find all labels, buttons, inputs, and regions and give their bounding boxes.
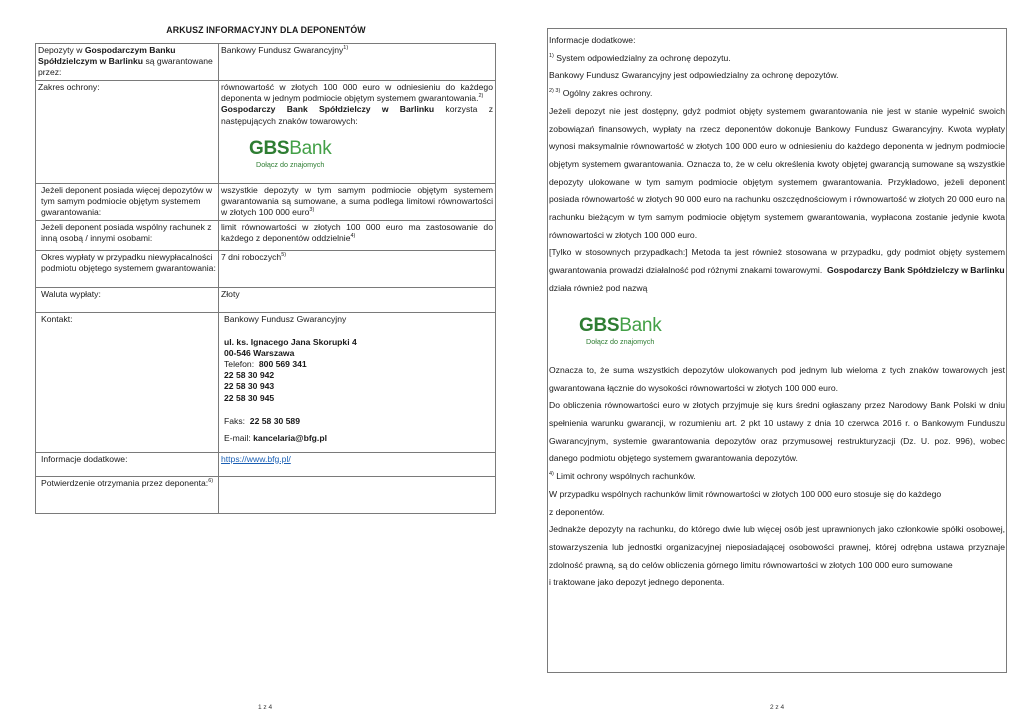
- additional-info-label: Informacje dodatkowe:: [36, 452, 219, 476]
- additional-info-heading: Informacje dodatkowe:: [549, 35, 636, 45]
- confirmation-label: Potwierdzenie otrzymania przez deponenta:$^{6)}$: [36, 476, 219, 513]
- page-number-1: 1 z 4: [258, 704, 273, 711]
- multiple-deposits-label: Jeżeli deponent posiada więcej depozytów w tym samym podmiocie objętym systemem gwarantowania:: [36, 184, 219, 221]
- row-currency: [36, 287, 496, 312]
- note-2-title: $^{2) 3)}$ Ogólny zakres ochrony.: [549, 88, 653, 99]
- rate-text: Do obliczenia równowartości euro w złotych przyjmuje się kurs średni ogłaszany przez Narodowy Bank Polski w dniu spełnienia warunku gwarancji, w rozumieniu art. 2 pkt 10 ustawy z dnia 10 czerwca 2016 r. o Bankowym Funduszu Gwarancyjnym, systemie gwarantowania depozytów oraz przymusowej restrukturyzacji (Dz. U. poz. 996), wobec danego podmiotu objętego systemem gwarantowania depozytów.: [549, 400, 1005, 464]
- note-2-text: Jeżeli depozyt nie jest dostępny, gdyż podmiot objęty systemem gwarantowania nie jest w stanie wypełnić swoich zobowiązań finansowych, wypłaty na rzecz deponentów dokonuje Bankowy Fundusz Gwarancyjny. Kwota wypłaty wynosi maksymalnie równowartość w złotych 100 000 euro w odniesieniu do każdego deponenta w jednym podmiocie objętym systemem gwarantowania. Oznacza to, że w celu określenia kwoty objętej gwarancją sumowane są wszystkie depozyty ulokowane w tym samym podmiocie objętym systemem gwarantowania. Przykładowo, jeżeli deponent posiada równowartość w złotych 90 000 euro na rachunku oszczędnościowym i równowartość w złotych 20 000 euro na rachunku bieżącym w tym samym podmiocie objętym systemem gwarantowania, wypłacona zostanie jedynie kwota równowartości w złotych 100 000 euro.: [549, 105, 1005, 240]
- note-1-title: $^{1)}$ System odpowiedzialny za ochronę depozytu.: [549, 52, 731, 63]
- gbs-bank-logo: GBSBank Dołącz do znajomych: [241, 137, 339, 171]
- deposit-info-table: [35, 43, 496, 514]
- contact-fax: Faks: 22 58 30 589: [224, 415, 300, 426]
- contact-org: Bankowy Fundusz Gwarancyjny: [224, 313, 347, 324]
- note-4-text-3: Jednakże depozyty na rachunku, do którego dwie lub więcej osób jest uprawnionych jako członkowie spółki osobowej, stowarzyszenia lub jednostki organizacyjnej nieposiadającej osobowości prawnej, której odrębna ustawa przyznaje zdolność prawną, są do celów obliczenia górnego limitu równowartości w złotych 100 000 euro sumowane: [549, 524, 1005, 570]
- contact-city: 00-546 Warszawa: [224, 347, 295, 358]
- contact-street: ul. ks. Ignacego Jana Skorupki 4: [224, 336, 357, 347]
- document-title: ARKUSZ INFORMACYJNY DLA DEPONENTÓW: [166, 25, 366, 35]
- page-2: [512, 0, 1024, 724]
- contact-phone-4: 22 58 30 945: [224, 392, 275, 403]
- scope-value: równowartość w złotych 100 000 euro w odniesieniu do każdego deponenta w jednym podmiocie objętym systemem gwarantowania.$^{2)}$ Gospodarczy Bank Spółdzielczy w Barlinku korzysta z następujących znaków towarowych: GBSBank Dołącz do znajomych: [219, 81, 496, 184]
- contact-email: E-mail: kancelaria@bfg.pl: [224, 432, 327, 443]
- contact-phone-2: 22 58 30 942: [224, 370, 275, 381]
- note-1-text: Bankowy Fundusz Gwarancyjny jest odpowiedzialny za ochronę depozytów.: [549, 70, 839, 81]
- multiple-deposits-value: wszystkie depozyty w tym samym podmiocie objętym systemem gwarantowania są sumowane, a suma podlega limitowi równowartości w złotych 100 000 euro$^{3)}$: [219, 184, 496, 221]
- deposits-value: Bankowy Fundusz Gwarancyjny$^{1)}$: [219, 44, 496, 81]
- currency-label: Waluta wypłaty:: [36, 287, 219, 312]
- sum-text: Oznacza to, że suma wszystkich depozytów ulokowanych pod jednym lub wieloma z tych znaków towarowych jest gwarantowana łącznie do wysokości równowartości w złotych 100 000 euro.: [549, 364, 1005, 393]
- contact-value: [219, 312, 496, 452]
- joint-account-label: Jeżeli deponent posiada wspólny rachunek z inną osobą / innymi osobami:: [36, 220, 219, 250]
- row-joint-account: [36, 220, 496, 250]
- contact-phone: Telefon: 800 569 341: [224, 359, 307, 370]
- row-additional-info: [36, 452, 496, 476]
- trademark-text: [Tylko w stosownych przypadkach:] Metoda ta jest również stosowana w przypadku, gdy podmiot objęty systemem gwarantowania prowadzi działalność pod różnymi znakami towarowymi. Gospodarczy Bank Spółdzielczy w Barlinku: [549, 247, 1005, 276]
- page-number-2: 2 z 4: [770, 704, 785, 711]
- additional-info-box: [547, 28, 1007, 673]
- deposits-label: Depozyty w Gospodarczym Banku Spółdzielczym w Barlinku są gwarantowane przez:: [36, 44, 219, 81]
- row-payout-period: [36, 250, 496, 287]
- row-confirmation: [36, 476, 496, 513]
- contact-label: Kontakt:: [36, 312, 219, 452]
- payout-period-value: 7 dni roboczych$^{5)}$: [219, 250, 496, 287]
- scope-label: Zakres ochrony:: [36, 81, 219, 184]
- row-multiple-deposits: [36, 184, 496, 221]
- payout-period-label: Okres wypłaty w przypadku niewypłacalności podmiotu objętego systemem gwarantowania:: [36, 250, 219, 287]
- gbs-bank-logo-2: GBSBank Dołącz do znajomych: [571, 314, 669, 348]
- joint-account-value: limit równowartości w złotych 100 000 euro ma zastosowanie do każdego z deponentów oddzielnie$^{4)}$: [219, 220, 496, 250]
- additional-info-value: [219, 452, 496, 476]
- confirmation-value[interactable]: [219, 476, 496, 513]
- bfg-website-link[interactable]: https://www.bfg.pl/: [221, 453, 291, 464]
- row-deposits: [36, 44, 496, 81]
- currency-value: Złoty: [219, 287, 496, 312]
- note-4-title: $^{4)}$ Limit ochrony wspólnych rachunków.: [549, 471, 696, 482]
- row-contact: [36, 312, 496, 452]
- trademark-tail: działa również pod nazwą: [549, 282, 648, 293]
- contact-phone-3: 22 58 30 943: [224, 381, 275, 392]
- note-4-text-2: z deponentów.: [549, 506, 605, 517]
- note-4-text-1: W przypadku wspólnych rachunków limit równowartości w złotych 100 000 euro stosuje się do każdego: [549, 488, 942, 499]
- note-4-text-4: i traktowane jako depozyt jednego deponenta.: [549, 577, 725, 588]
- row-scope: [36, 81, 496, 184]
